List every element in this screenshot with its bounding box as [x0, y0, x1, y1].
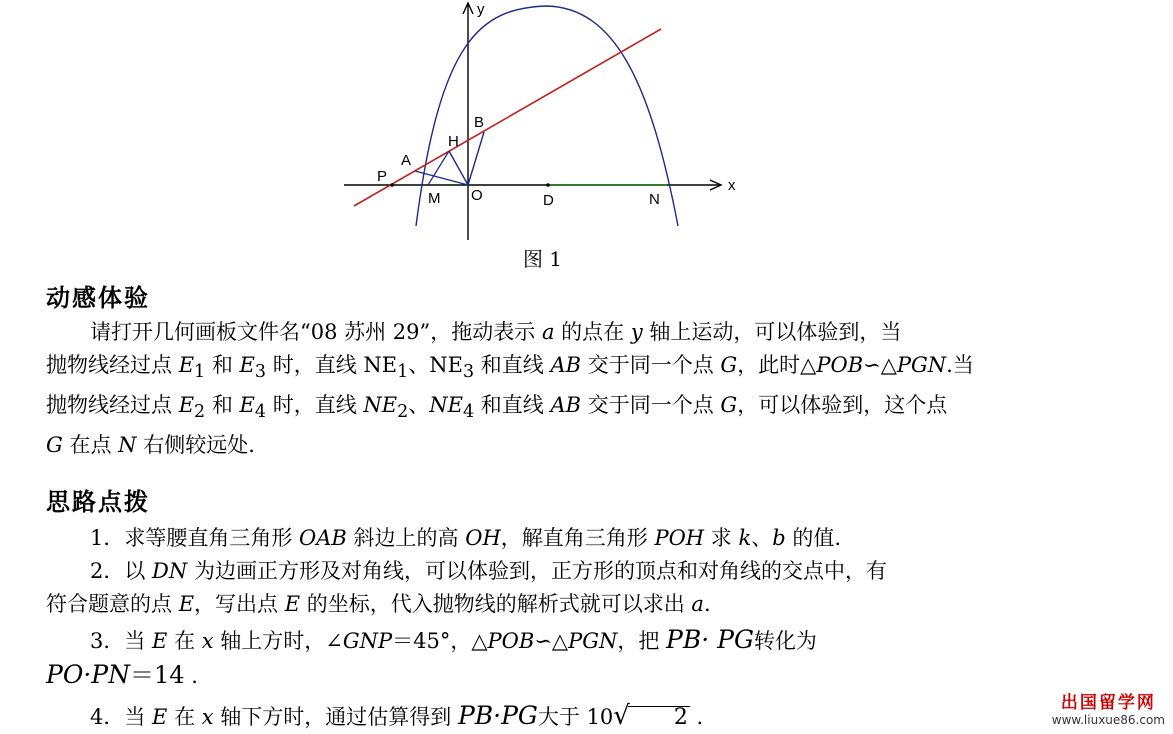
- section2-body: [46, 522, 1046, 734]
- point-d: [546, 183, 550, 187]
- hint-line5: PO·PN＝14 .: [46, 660, 198, 689]
- watermark: [1052, 688, 1165, 727]
- figure-caption: 图 1: [522, 247, 563, 271]
- section1-line3: 抛物线经过点 $E_2$ 和 $E_4$ 时，直线 $NE_2$、$NE_4$ 和直线 AB 交于同一个点 G，可以体验到，这个点: [46, 393, 948, 423]
- hint-line3: 符合题意的点 E，写出点 E 的坐标，代入抛物线的解析式就可以求出 a.: [46, 592, 711, 616]
- label-b: B: [474, 114, 485, 131]
- hint-line2: 2．以 DN 为边画正方形及对角线，可以体验到，正方形的顶点和对角线的交点中，有: [90, 559, 887, 583]
- section1-body: [46, 316, 1046, 462]
- hint-line1: 1．求等腰直角三角形 OAB 斜边上的高 OH，解直角三角形 POH 求 k、b 的值.: [90, 526, 842, 550]
- section1-line2: 抛物线经过点 $E_1$ 和 $E_3$ 时，直线 $NE_1$、$NE_3$ 和直线 AB 交于同一个点 G，此时△POB∽△PGN.当: [46, 353, 974, 383]
- label-h: H: [448, 133, 459, 150]
- label-a: A: [401, 152, 412, 169]
- watermark-title: 出国留学网: [1060, 693, 1156, 713]
- label-o: O: [471, 187, 483, 204]
- section2-heading: 思路点拨: [46, 488, 150, 516]
- watermark-url: www.liuxue86.com: [1051, 713, 1165, 727]
- label-m: M: [428, 190, 441, 207]
- line-ab: [354, 29, 661, 206]
- geometry-figure: [330, 0, 750, 250]
- label-n: N: [649, 191, 660, 208]
- hint-line4: 3．当 E 在 x 轴上方时，∠GNP＝45°，△POB∽△PGN，把 PB· PG转化为: [90, 625, 817, 654]
- hint-line6: 4．当 E 在 x 轴下方时，通过估算得到 PB·PG大于 10√ 2 .: [90, 701, 704, 731]
- label-p: P: [377, 168, 388, 185]
- section1-heading: 动感体验: [46, 284, 150, 312]
- segment-ob: [468, 132, 484, 185]
- section1-line1: 请打开几何画板文件名“08 苏州 29”，拖动表示 a 的点在 y 轴上运动，可以体验到，当: [90, 320, 902, 344]
- label-y: y: [477, 1, 485, 18]
- section1-line4: G 在点 N 右侧较远处.: [46, 433, 255, 458]
- label-d: D: [543, 192, 554, 209]
- segment-oh: [449, 151, 468, 185]
- point-p: [390, 183, 394, 187]
- label-x: x: [728, 177, 736, 194]
- segment-mh: [428, 151, 449, 185]
